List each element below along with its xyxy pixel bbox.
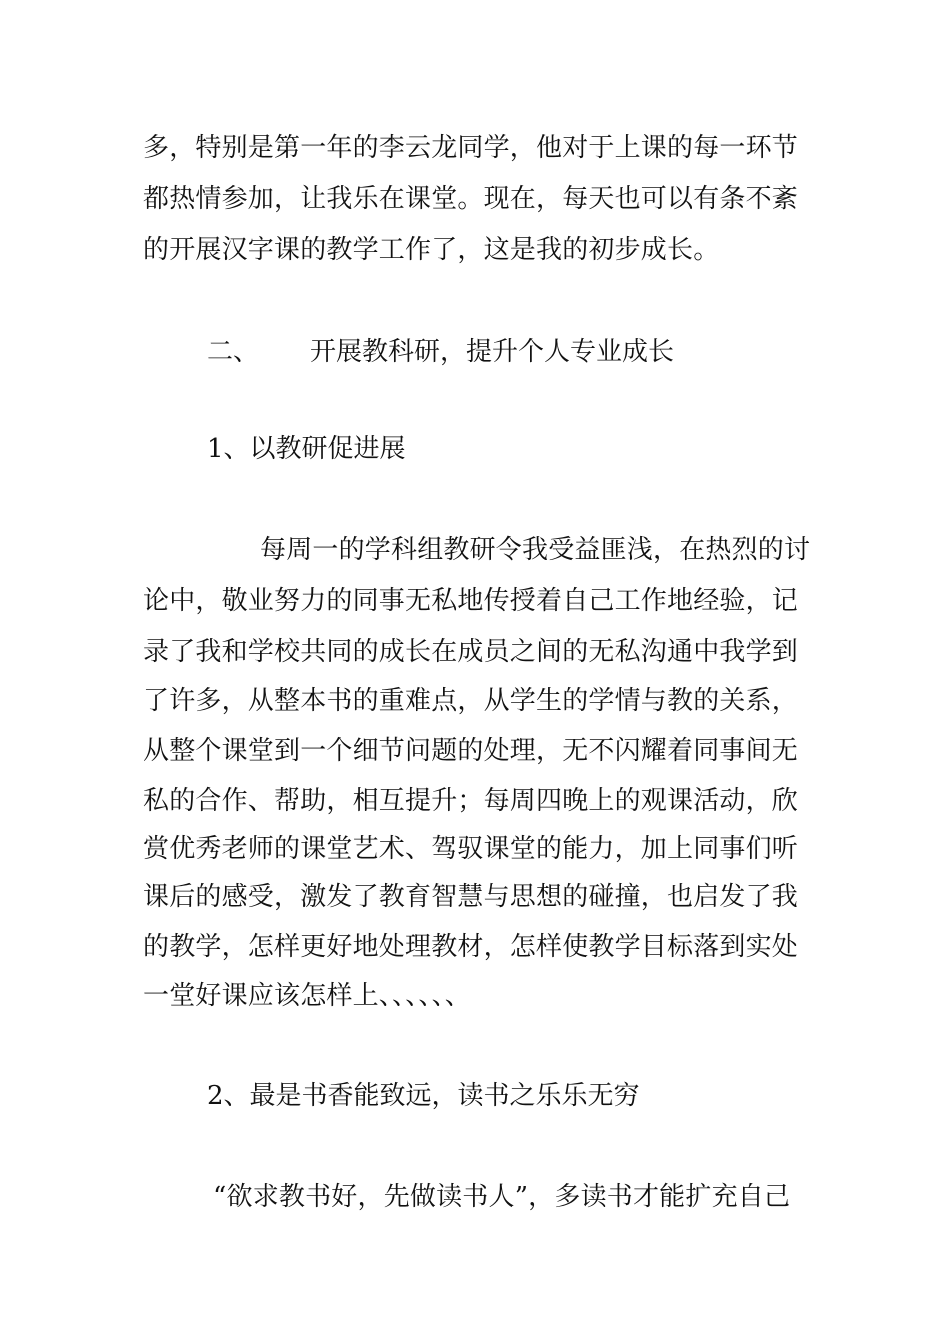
paragraph-2-line-1: 每周一的学科组教研令我受益匪浅，在热烈的讨 [260, 535, 811, 565]
paragraph-1-line-3: 的开展汉字课的教学工作了，这是我的初步成长。 [143, 235, 720, 265]
paragraph-2-line-6: 私的合作、帮助，相互提升；每周四晚上的观课活动，欣 [143, 786, 799, 816]
section-2-title: 开展教科研，提升个人专业成长 [310, 337, 675, 367]
paragraph-1-line-2: 都热情参加，让我乐在课堂。现在，每天也可以有条不紊 [143, 184, 799, 214]
paragraph-1-line-1: 多，特别是第一年的李云龙同学，他对于上课的每一环节 [143, 133, 799, 163]
section-2-number: 二、 [207, 337, 260, 367]
subsection-2-title: 2、最是书香能致远，读书之乐乐无穷 [207, 1081, 640, 1111]
paragraph-2-line-5: 从整个课堂到一个细节问题的处理，无不闪耀着同事间无 [143, 736, 799, 766]
subsection-1-title: 1、以教研促进展 [207, 434, 406, 464]
paragraph-2-line-9: 的教学，怎样更好地处理教材，怎样使教学目标落到实处 [143, 932, 799, 962]
paragraph-2-line-10: 一堂好课应该怎样上、、、、、、 [143, 981, 472, 1011]
paragraph-2-line-8: 课后的感受，激发了教育智慧与思想的碰撞，也启发了我 [143, 882, 799, 912]
paragraph-2-line-2: 论中，敬业努力的同事无私地传授着自己工作地经验，记 [143, 586, 799, 616]
paragraph-3-line-1: “欲求教书好，先做读书人”，多读书才能扩充自己 [213, 1182, 791, 1212]
paragraph-2-line-3: 录了我和学校共同的成长在成员之间的无私沟通中我学到 [143, 637, 799, 667]
paragraph-2-line-4: 了许多，从整本书的重难点，从学生的学情与教的关系， [143, 686, 799, 716]
paragraph-2-line-7: 赏优秀老师的课堂艺术、驾驭课堂的能力，加上同事们听 [143, 834, 799, 864]
